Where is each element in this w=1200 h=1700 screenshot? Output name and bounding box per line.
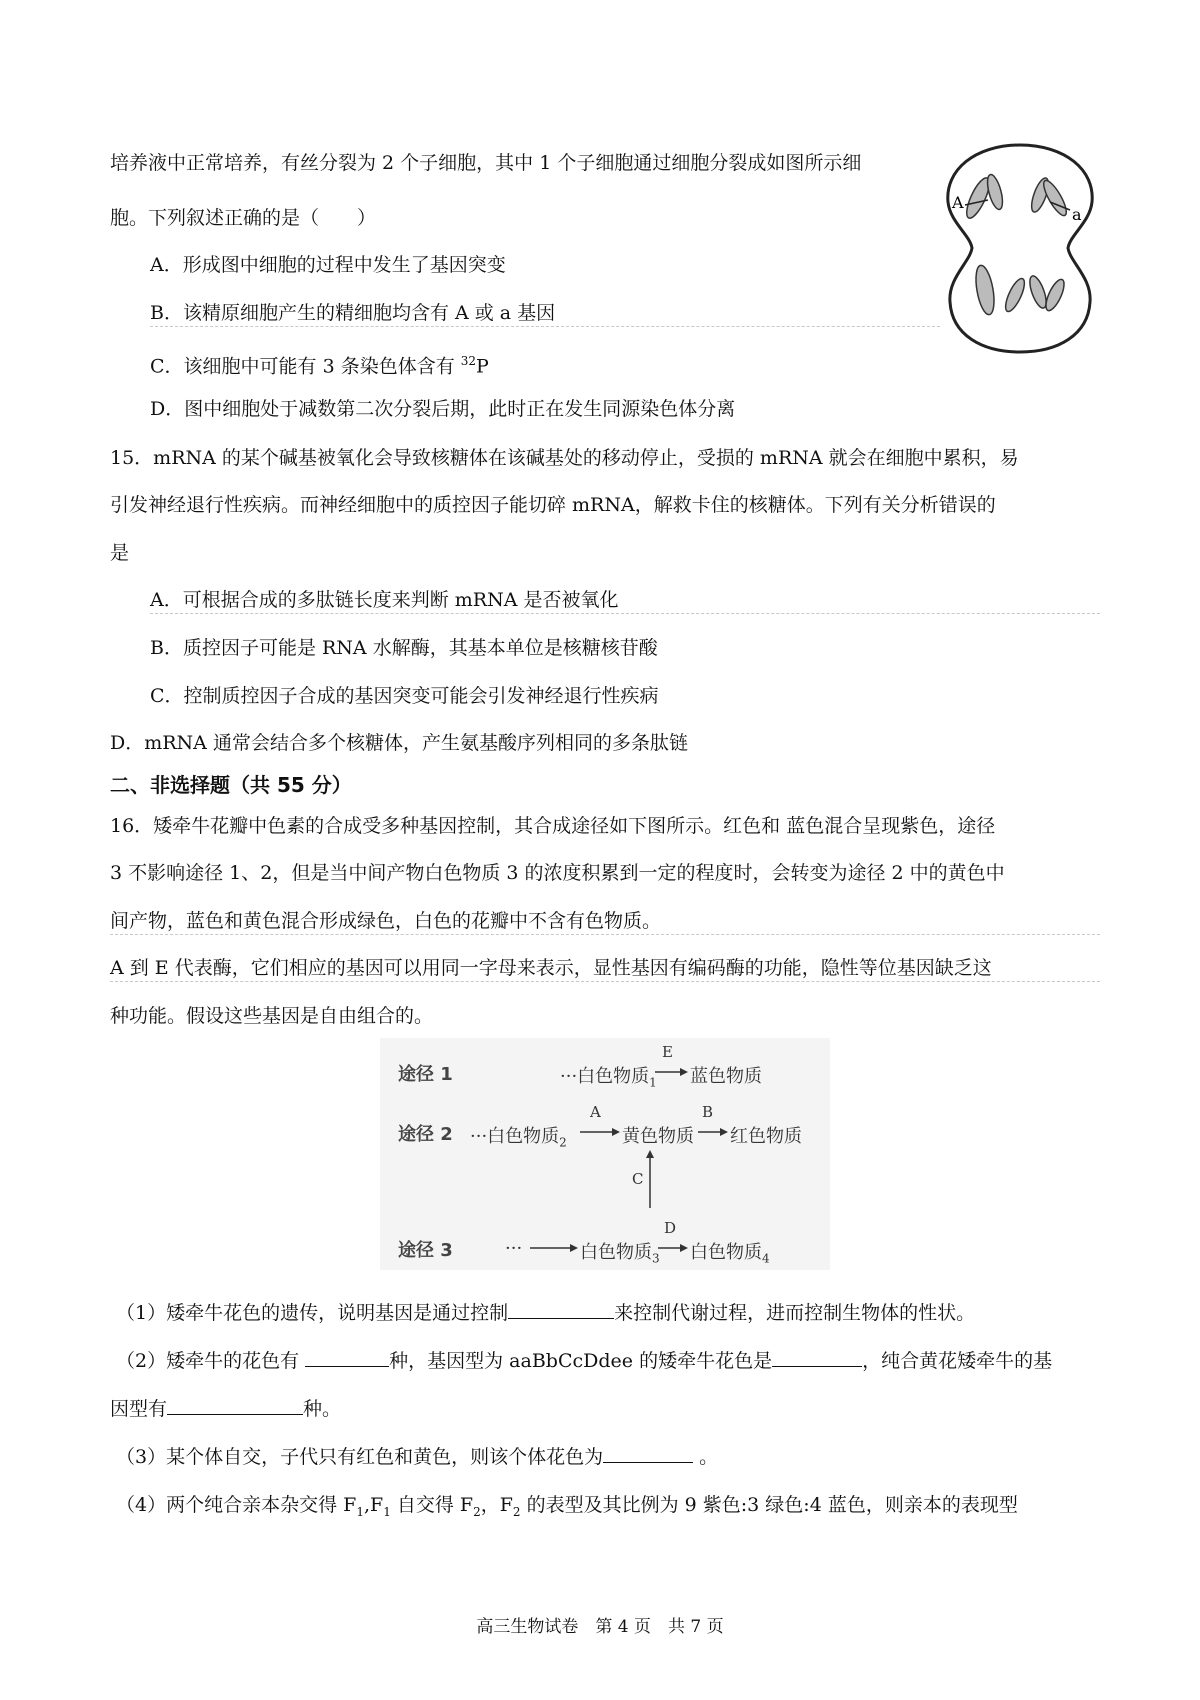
q14-stem-line-1: 培养液中正常培养，有丝分裂为 2 个子细胞，其中 1 个子细胞通过细胞分裂成如图所示细: [110, 152, 862, 174]
q16-stem-line-4: A 到 E 代表酶，它们相应的基因可以用同一字母来表示，显性基因有编码酶的功能，隐性等位基因缺乏这: [110, 955, 1100, 982]
cell-membrane: [948, 145, 1092, 352]
q14-option-c: C．该细胞中可能有 3 条染色体含有 $^{32}$P: [150, 354, 489, 378]
pathway-1-product: 蓝色物质: [690, 1066, 762, 1087]
chromosome-lower-1: [973, 264, 997, 316]
page-footer: 高三生物试卷 第 4 页 共 7 页: [476, 1617, 724, 1637]
q15-option-d: D．mRNA 通常会结合多个核糖体，产生氨基酸序列相同的多条肽链: [110, 732, 688, 754]
pathway-3-ellipsis: ···: [505, 1238, 523, 1259]
answer-blank-1[interactable]: [508, 1300, 614, 1319]
q15-stem-line-3: 是: [110, 542, 130, 564]
section-title: 二、非选择题（共 55 分）: [110, 773, 352, 797]
answer-blank-2[interactable]: [305, 1348, 389, 1367]
q16-stem-line-2: 3 不影响途径 1、2，但是当中间产物白色物质 3 的浓度积累到一定的程度时，会转变为途径 2 中的黄色中: [110, 862, 1005, 884]
q16-stem-line-3: 间产物，蓝色和黄色混合形成绿色，白色的花瓣中不含有色物质。: [110, 908, 1100, 935]
q16-sub-4: （4）两个纯合亲本杂交得 $F_1,F_1$ 自交得 $F_2$，$F_2$ 的表型及其比例为 9 紫色:3 绿色:4 蓝色，则亲本的表现型: [116, 1494, 1018, 1519]
answer-blank-5[interactable]: [603, 1444, 693, 1463]
pathway-2-intermediate: 黄色物质: [622, 1126, 694, 1147]
allele-label-A: A: [952, 193, 964, 212]
chromosome-lower-4: [1042, 277, 1067, 313]
pathway-3-substrate: 白色物质$_3$: [580, 1242, 660, 1266]
enzyme-d-label: D: [664, 1219, 677, 1237]
pathway-1-substrate: ···白色物质$_1$: [560, 1066, 657, 1090]
q16-stem-line-5: 种功能。假设这些基因是自由组合的。: [110, 1005, 434, 1027]
q14-option-b: B．该精原细胞产生的精细胞均含有 A 或 a 基因: [150, 300, 940, 327]
q16-sub-2-cont: 因型有 种。: [110, 1398, 342, 1420]
pigment-pathway-figure: [380, 1038, 830, 1270]
q16-sub-2: （2）矮牵牛的花色有 种，基因型为 aaBbCcDdee 的矮牵牛花色是 ，纯合黄花矮牵牛的基: [116, 1350, 1053, 1372]
answer-blank-3[interactable]: [772, 1348, 862, 1367]
q15-option-c: C．控制质控因子合成的基因突变可能会引发神经退行性疾病: [150, 685, 659, 707]
enzyme-e-label: E: [662, 1043, 673, 1061]
enzyme-b-label: B: [702, 1103, 714, 1121]
q15-option-b: B．质控因子可能是 RNA 水解酶，其基本单位是核糖核苷酸: [150, 637, 658, 659]
pathway-1-label: 途径 1: [398, 1064, 453, 1085]
enzyme-c-label: C: [632, 1170, 644, 1188]
q14-stem-line-2: 胞。下列叙述正确的是（ ）: [110, 207, 377, 229]
allele-label-a: a: [1072, 205, 1082, 224]
q15-stem-line-2: 引发神经退行性疾病。而神经细胞中的质控因子能切碎 mRNA，解救卡住的核糖体。下列有关分析错误的: [110, 494, 996, 516]
enzyme-a-label: A: [590, 1103, 601, 1121]
q15-stem-line-1: 15．mRNA 的某个碱基被氧化会导致核糖体在该碱基处的移动停止，受损的 mRNA 就会在细胞中累积，易: [110, 447, 1019, 469]
q16-sub-3: （3）某个体自交，子代只有红色和黄色，则该个体花色为 。: [116, 1446, 719, 1468]
q15-option-a: A．可根据合成的多肽链长度来判断 mRNA 是否被氧化: [150, 587, 1100, 614]
q16-stem-line-1: 16．矮牵牛花瓣中色素的合成受多种基因控制，其合成途径如下图所示。红色和 蓝色混合呈现紫色，途径: [110, 815, 996, 837]
q16-sub-1: （1）矮牵牛花色的遗传，说明基因是通过控制 来控制代谢过程，进而控制生物体的性状。: [116, 1302, 976, 1324]
pathway-2-substrate: ···白色物质$_2$: [470, 1126, 567, 1150]
answer-blank-4[interactable]: [167, 1396, 303, 1415]
chromosome-lower-2: [1002, 276, 1028, 314]
q14-option-d: D．图中细胞处于减数第二次分裂后期，此时正在发生同源染色体分离: [150, 398, 736, 420]
q14-option-a: A．形成图中细胞的过程中发生了基因突变: [150, 254, 506, 276]
cell-division-figure: [940, 140, 1100, 355]
pathway-2-product: 红色物质: [730, 1126, 802, 1147]
pathway-3-label: 途径 3: [398, 1240, 453, 1261]
pathway-3-product: 白色物质$_4$: [690, 1242, 770, 1266]
pathway-2-label: 途径 2: [398, 1124, 453, 1145]
